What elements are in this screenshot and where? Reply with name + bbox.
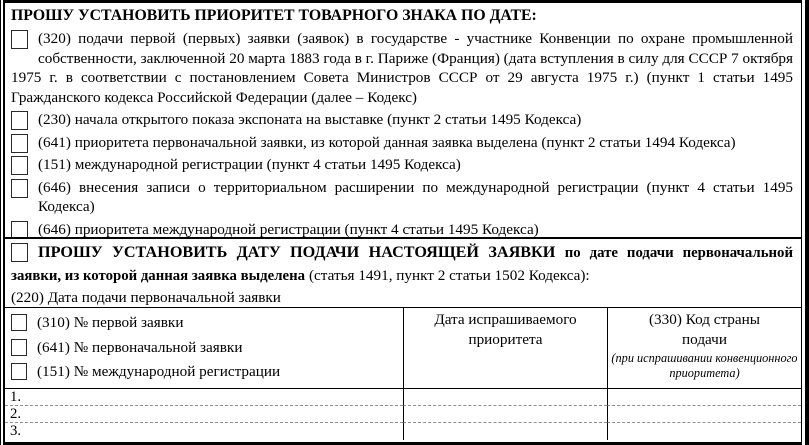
option-text: внесения записи о территориальном расширении по международной регистрации (пункт 4 статьи 1495 Кодекса) — [38, 178, 794, 215]
country-code-column-header — [607, 308, 801, 389]
priority-table — [5, 307, 801, 440]
country-code-cell-2[interactable] — [607, 406, 801, 423]
section-priority-title: ПРОШУ УСТАНОВИТЬ ПРИОРИТЕТ ТОВАРНОГО ЗНАКА ПО ДАТЕ: — [11, 7, 537, 24]
option-text: № первоначальной заявки — [73, 338, 243, 356]
option-text: международной регистрации (пункт 4 статьи 1495 Кодекса) — [74, 156, 461, 173]
priority-date-column-header — [403, 308, 607, 389]
checkbox-646-priority[interactable] — [11, 221, 28, 240]
option-230-exhibition — [11, 110, 793, 130]
checkbox-151-number[interactable] — [11, 363, 27, 380]
application-number-cell-3[interactable] — [5, 423, 403, 440]
option-code: (151) — [38, 156, 71, 173]
priority-date-cell-2[interactable] — [403, 406, 607, 423]
option-151-international-registration — [11, 155, 793, 175]
filing-date-title-caps: ПРОШУ УСТАНОВИТЬ ДАТУ ПОДАЧИ НАСТОЯЩЕЙ ЗАЯВКИ — [38, 243, 556, 261]
section-filing-date-request — [5, 239, 801, 307]
row-number: 3. — [10, 423, 22, 439]
priority-date-cell-1[interactable] — [403, 389, 607, 406]
priority-table-number-header-cell — [5, 308, 403, 389]
option-code: (230) — [38, 111, 71, 128]
option-646-territorial-extension — [11, 178, 793, 217]
option-text: подачи первой (первых) заявки (заявок) в государстве - участнике Конвенции по охране промышленной собственности, заключенной 20 марта 1883 года в г. Париже (Франция) (дата вступления в силу для СССР 7 октября 1975 г. в соответствии с постановлением Совета Министров СССР от 29 августа 1975 г.) (пункт 1 статьи 1495 Гражданского кодекса Российской Федерации (далее – Кодекс) — [11, 30, 794, 106]
option-code: (641) — [37, 338, 70, 356]
checkbox-320[interactable] — [11, 30, 28, 49]
priority-date-header-text: Дата испрашиваемого приоритета — [434, 311, 577, 348]
option-code: (151) — [37, 363, 70, 380]
option-text: № первой заявки — [73, 314, 184, 331]
checkbox-230[interactable] — [11, 111, 28, 130]
application-number-cell-1[interactable] — [5, 389, 403, 406]
country-code-header-line2: подачи — [682, 330, 727, 348]
checkbox-646-extension[interactable] — [11, 179, 28, 198]
checkbox-filing-date-request[interactable] — [11, 243, 28, 262]
country-code-cell-3[interactable] — [607, 423, 801, 440]
filing-date-title-ref: (статья 1491, пункт 2 статьи 1502 Кодекса): — [309, 266, 590, 284]
option-text: приоритета международной регистрации (пункт 4 статьи 1495 Кодекса) — [74, 220, 539, 238]
checkbox-641[interactable] — [11, 134, 28, 153]
option-310-first-application-number — [11, 312, 397, 334]
page-left-edge-line — [0, 0, 1, 445]
filing-date-request-title — [11, 242, 793, 287]
option-text: № международной регистрации — [73, 363, 281, 380]
checkbox-641-number[interactable] — [11, 339, 27, 356]
country-code-header-line1: (330) Код страны — [649, 311, 760, 328]
filing-date-title-sub: по дате подачи первоначальной заявки, из которой данная заявка выделена — [11, 245, 793, 284]
option-code: (310) — [37, 314, 70, 331]
option-code: (641) — [38, 133, 71, 151]
row-number: 2. — [10, 406, 22, 422]
option-641-initial-application — [11, 133, 793, 153]
country-code-header-note: (при испрашивании конвенционного приоритета) — [611, 351, 798, 380]
country-code-cell-1[interactable] — [607, 389, 801, 406]
priority-date-cell-3[interactable] — [403, 423, 607, 440]
option-641-initial-application-number — [11, 337, 397, 359]
checkbox-310[interactable] — [11, 314, 27, 331]
section-priority-request — [5, 3, 801, 239]
trademark-priority-form — [3, 0, 802, 445]
application-number-cell-2[interactable] — [5, 406, 403, 423]
checkbox-151[interactable] — [11, 156, 28, 175]
option-code: (320) — [38, 30, 71, 47]
option-code: (646) — [38, 220, 71, 238]
option-320-first-filing — [11, 29, 793, 107]
option-code: (646) — [38, 178, 71, 196]
option-text: начала открытого показа экспоната на выставке (пункт 2 статьи 1495 Кодекса) — [74, 111, 582, 128]
option-151-international-registration-number — [11, 361, 397, 383]
option-text: приоритета первоначальной заявки, из которой данная заявка выделена (пункт 2 статьи 1494 Кодекса) — [74, 133, 736, 151]
option-646-international-priority — [11, 220, 793, 240]
row-number: 1. — [10, 389, 22, 405]
page-right-edge-line — [805, 0, 809, 445]
label-220-initial-filing-date: (220) Дата подачи первоначальной заявки — [11, 289, 281, 306]
